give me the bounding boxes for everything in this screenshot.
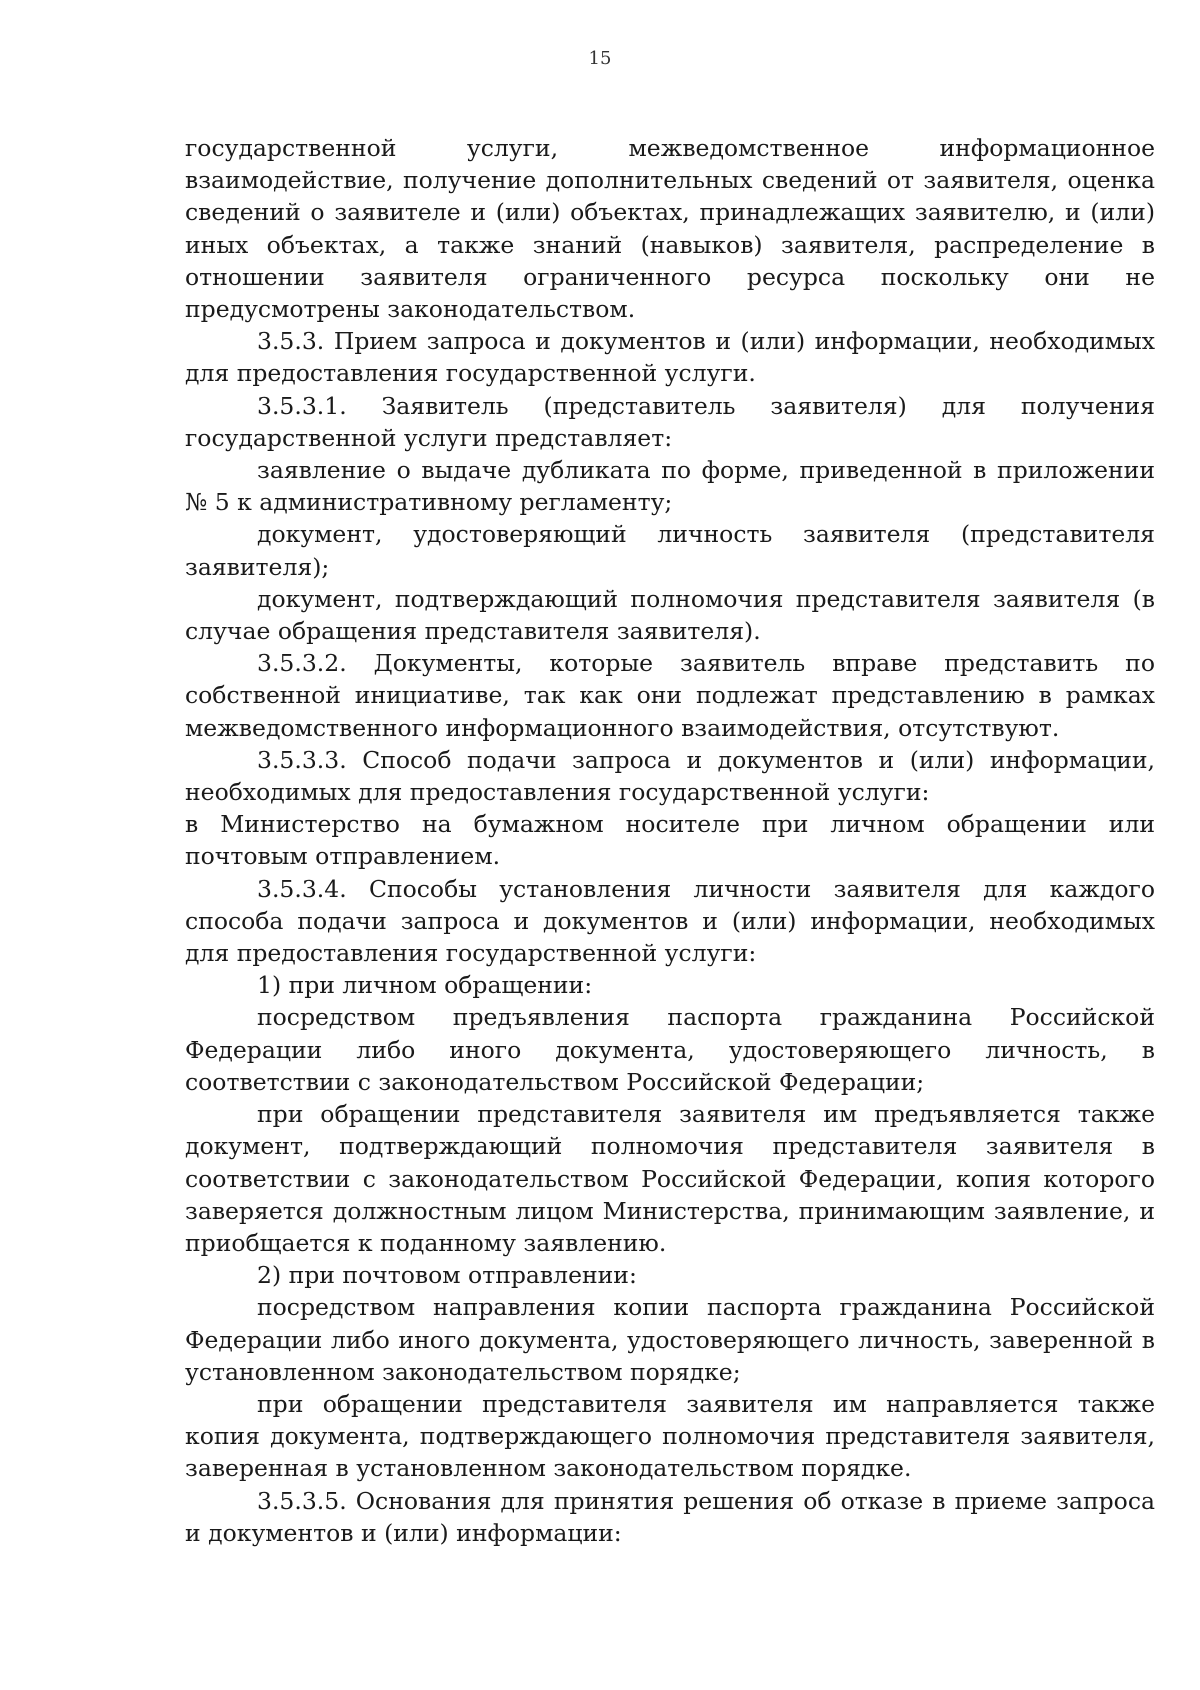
paragraph: 3.5.3.1. Заявитель (представитель заявителя) для получения государственной услуги представляет: [185,391,1155,452]
paragraph: 3.5.3.3. Способ подачи запроса и документов и (или) информации, необходимых для предоставления государственной услуги: [185,745,1155,807]
paragraph: документ, удостоверяющий личность заявителя (представителя заявителя); [185,520,1155,581]
paragraph: при обращении представителя заявителя им направляется также копия документа, подтверждающего полномочия представителя заявителя, заверенная в установленном законодательством порядке. [185,1389,1155,1483]
paragraph: посредством направления копии паспорта гражданина Российской Федерации либо иного документа, удостоверяющего личность, заверенной в установленном законодательством порядке; [185,1293,1155,1386]
paragraph: 3.5.3.4. Способы установления личности заявителя для каждого способа подачи запроса и документов и (или) информации, необходимых для предоставления государственной услуги: [185,874,1155,968]
paragraph: посредством предъявления паспорта гражданина Российской Федерации либо иного документа, удостоверяющего личность, в соответствии с законодательством Российской Федерации; [185,1003,1155,1096]
paragraph: при обращении представителя заявителя им предъявляется также документ, подтверждающий полномочия представителя заявителя в соответствии с законодательством Российской Федерации, копия которого заверяется должностным лицом Министерства, принимающим заявление, и приобщается к поданному заявлению. [185,1100,1155,1257]
document-body [185,132,1155,1549]
paragraph: 3.5.3.5. Основания для принятия решения об отказе в приеме запроса и документов и (или) информации: [185,1486,1155,1547]
page-number: 15 [588,48,612,69]
paragraph: заявление о выдаче дубликата по форме, приведенной в приложении № 5 к административному регламенту; [185,456,1155,517]
paragraph: 2) при почтовом отправлении: [257,1261,637,1290]
paragraph: 3.5.3.2. Документы, которые заявитель вправе представить по собственной инициативе, так как они подлежат представлению в рамках межведомственного информационного взаимодействия, отсутствуют. [185,649,1155,742]
paragraph: в Министерство на бумажном носителе при личном обращении или почтовым отправлением. [185,810,1155,871]
paragraph: 1) при личном обращении: [257,971,593,1000]
paragraph: государственной услуги, межведомственное информационное взаимодействие, получение дополнительных сведений от заявителя, оценка сведений о заявителе и (или) объектах, принадлежащих заявителю, и (или) иных объектах, а также знаний (навыков) заявителя, распределение в отношении заявителя ограниченного ресурса поскольку они не предусмотрены законодательством. [185,134,1155,324]
paragraph: 3.5.3. Прием запроса и документов и (или) информации, необходимых для предоставления государственной услуги. [185,327,1155,388]
paragraph: документ, подтверждающий полномочия представителя заявителя (в случае обращения представителя заявителя). [185,584,1155,646]
